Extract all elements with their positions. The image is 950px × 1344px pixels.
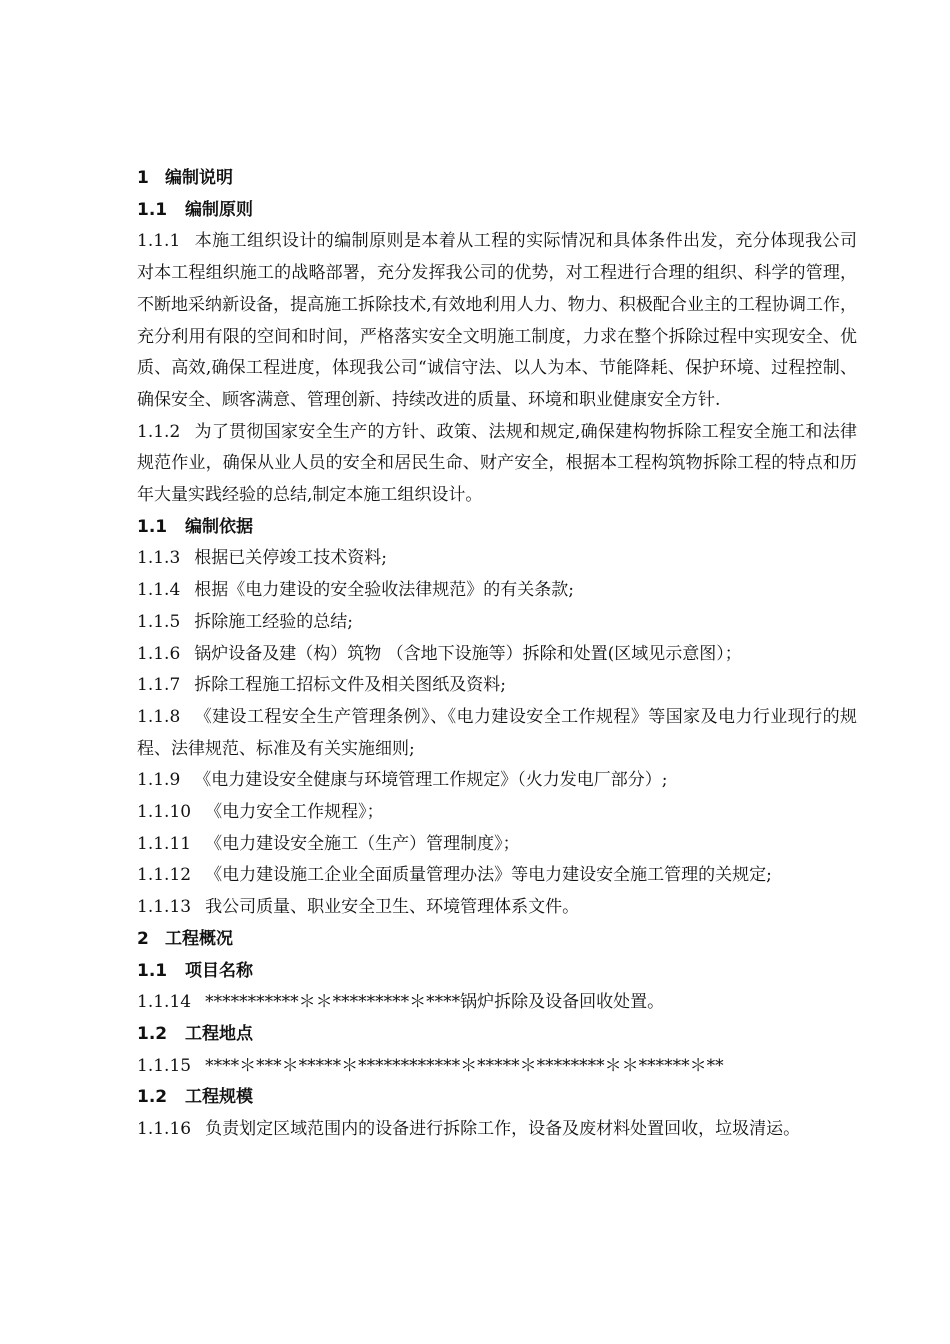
item-number: 1.1.3 — [137, 548, 181, 569]
list-item — [137, 607, 857, 639]
subsection-heading — [137, 1082, 857, 1114]
item-text: 拆除工程施工招标文件及相关图纸及资料; — [194, 675, 506, 696]
item-text: 《电力建设安全健康与环境管理工作规定》（火力发电厂部分）; — [194, 770, 668, 791]
item-text: 拆除施工经验的总结; — [194, 611, 353, 632]
item-text: 根据已关停竣工技术资料; — [194, 548, 387, 569]
list-item — [137, 543, 857, 575]
subsection-number: 1.2 — [137, 1087, 168, 1108]
paragraph-number: 1.1.1 — [137, 231, 181, 252]
paragraph-text: ****＊***＊*****＊************＊*****＊********＊＊******＊** — [205, 1055, 724, 1076]
item-text: 《建设工程安全生产管理条例》、《电力建设安全工作规程》等国家及电力行业现行的规程、法律规范、标准及有关实施细则; — [137, 706, 857, 759]
paragraph — [137, 1051, 857, 1083]
item-number: 1.1.4 — [137, 580, 181, 601]
paragraph — [137, 1114, 857, 1146]
subsection-heading — [137, 195, 857, 227]
section-title: 编制说明 — [165, 168, 233, 188]
item-number: 1.1.12 — [137, 865, 192, 886]
paragraph-text: ***********＊＊*********＊****锅炉拆除及设备回收处置。 — [205, 992, 665, 1013]
list-item — [137, 892, 857, 924]
section-number: 1 — [137, 168, 149, 188]
subsection-heading — [137, 512, 857, 544]
item-number: 1.1.7 — [137, 675, 181, 696]
item-text: 《电力建设施工企业全面质量管理办法》等电力建设安全施工管理的关规定; — [205, 865, 772, 886]
section-heading — [137, 163, 857, 195]
paragraph-text: 负责划定区域范围内的设备进行拆除工作，设备及废材料处置回收，垃圾清运。 — [205, 1119, 801, 1140]
list-item — [137, 702, 857, 765]
paragraph-text: 本施工组织设计的编制原则是本着从工程的实际情况和具体条件出发，充分体现我公司对本工程组织施工的战略部署，充分发挥我公司的优势，对工程进行合理的组织、科学的管理，不断地采纳新设备，提高施工拆除技术,有效地利用人力、物力、积极配合业主的工程协调工作，充分利用有限的空间和时间，严格落实安全文明施工制度，力求在整个拆除过程中实现安全、优质、高效,确保工程进度，体现我公司“诚信守法、以人为本、节能降耗、保护环境、过程控制、确保安全、顾客满意、管理创新、持续改进的质量、环境和职业健康安全方针. — [137, 231, 857, 410]
section-heading — [137, 924, 857, 956]
item-text: 锅炉设备及建（构）筑物 （含地下设施等）拆除和处置(区域见示意图）； — [194, 643, 742, 664]
paragraph-number: 1.1.2 — [137, 421, 181, 442]
item-number: 1.1.5 — [137, 611, 181, 632]
subsection-title: 工程地点 — [185, 1023, 253, 1044]
subsection-heading — [137, 1019, 857, 1051]
subsection-number: 1.2 — [137, 1023, 168, 1044]
list-item — [137, 575, 857, 607]
list-item — [137, 765, 857, 797]
item-text: 《电力建设安全施工（生产）管理制度》； — [205, 833, 520, 854]
subsection-heading — [137, 956, 857, 988]
document-body — [137, 163, 857, 1146]
list-item — [137, 639, 857, 671]
item-text: 我公司质量、职业安全卫生、环境管理体系文件。 — [205, 897, 580, 918]
paragraph-number: 1.1.16 — [137, 1119, 192, 1140]
list-item — [137, 829, 857, 861]
paragraph — [137, 987, 857, 1019]
list-item — [137, 860, 857, 892]
subsection-number: 1.1 — [137, 199, 168, 220]
item-number: 1.1.6 — [137, 643, 181, 664]
item-number: 1.1.8 — [137, 706, 181, 727]
subsection-title: 编制依据 — [185, 516, 253, 537]
subsection-number: 1.1 — [137, 960, 168, 981]
paragraph-text: 为了贯彻国家安全生产的方针、政策、法规和规定,确保建构物拆除工程安全施工和法律规范作业，确保从业人员的安全和居民生命、财产安全，根据本工程构筑物拆除工程的特点和历年大量实践经验的总结,制定本施工组织设计。 — [137, 421, 857, 506]
paragraph — [137, 226, 857, 416]
subsection-title: 工程规模 — [185, 1087, 253, 1108]
paragraph-number: 1.1.14 — [137, 992, 192, 1013]
item-number: 1.1.11 — [137, 833, 192, 854]
subsection-number: 1.1 — [137, 516, 168, 537]
paragraph-number: 1.1.15 — [137, 1055, 192, 1076]
item-text: 根据《电力建设的安全验收法律规范》的有关条款; — [194, 580, 574, 601]
section-title: 工程概况 — [165, 928, 233, 949]
section-number: 2 — [137, 928, 149, 949]
list-item — [137, 670, 857, 702]
paragraph — [137, 417, 857, 512]
item-number: 1.1.10 — [137, 802, 192, 823]
item-number: 1.1.9 — [137, 770, 181, 791]
item-text: 《电力安全工作规程》； — [205, 802, 384, 823]
item-number: 1.1.13 — [137, 897, 192, 918]
subsection-title: 项目名称 — [185, 960, 253, 981]
list-item — [137, 797, 857, 829]
subsection-title: 编制原则 — [185, 199, 253, 220]
